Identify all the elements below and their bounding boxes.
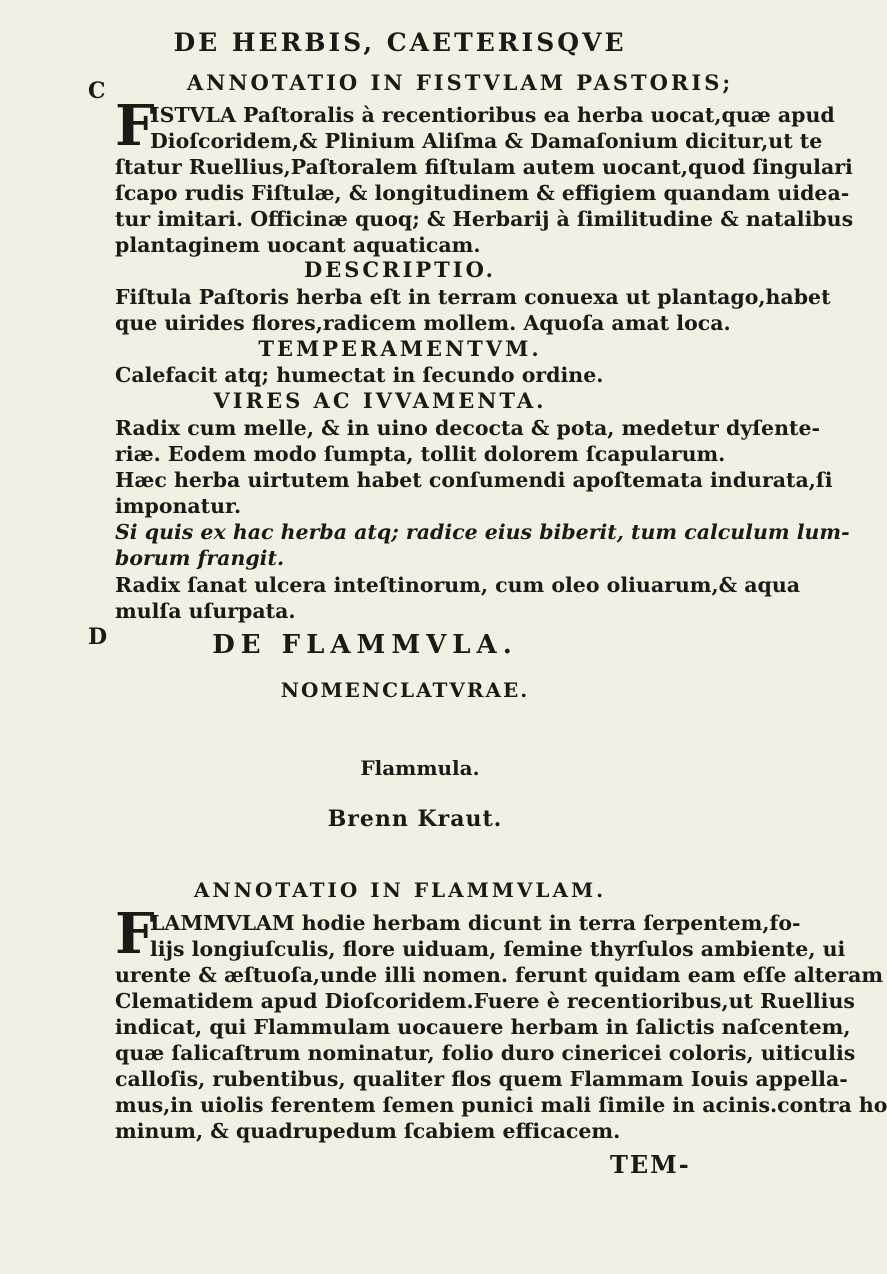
margin-letter-c: C (88, 78, 106, 104)
text-line: ſcapo rudis Fiſtulæ, & longitudinem & effigiem quandam uidea- (115, 181, 850, 205)
text-line: lijs longiuſculis, flore uiduam, ſemine thyrſulos ambiente, ui (150, 937, 846, 961)
nomenclaturae-heading: NOMENCLATVRAE. (280, 678, 530, 702)
text-line: riæ. Eodem modo ſumpta, tollit dolorem ſcapularum. (115, 442, 726, 466)
text-line: mus,in uiolis ferentem ſemen punici mali ſimile in acinis.contra ho (115, 1093, 887, 1117)
descriptio-heading: DESCRIPTIO. (304, 257, 496, 282)
text-line: indicat, qui Flammulam uocauere herbam in ſalictis naſcentem, (115, 1015, 851, 1039)
text-line: Si quis ex hac herba atq; radice eius biberit, tum calculum lum- (115, 520, 850, 544)
text-line: Radix cum melle, & in uino decocta & pota, medetur dyſente- (115, 416, 821, 440)
running-head: DE HERBIS, CAETERISQVE (173, 28, 627, 57)
text-line: Calefacit atq; humectat in ſecundo ordine. (115, 363, 604, 387)
annotatio-flammula-heading: ANNOTATIO IN FLAMMVLAM. (193, 878, 607, 902)
vires-heading: VIRES AC IVVAMENTA. (213, 388, 547, 413)
text-line: tur imitari. Officinæ quoq; & Herbarij à ſimilitudine & natalibus (115, 207, 854, 231)
annotatio-heading: ANNOTATIO IN FISTVLAM PASTORIS; (186, 70, 734, 95)
text-line: borum frangit. (115, 546, 285, 570)
text-line: ISTVLA Paſtoralis à recentioribus ea herba uocat,quæ apud (150, 103, 835, 127)
text-line: LAMMVLAM hodie herbam dicunt in terra ſerpentem,fo- (150, 911, 801, 935)
text-line: plantaginem uocant aquaticam. (115, 233, 481, 257)
latin-name: Flammula. (360, 756, 480, 780)
text-line: que uirides flores,radicem mollem. Aquoſa amat loca. (115, 311, 731, 335)
catchword: TEM- (610, 1150, 691, 1179)
margin-letter-d: D (88, 624, 108, 650)
text-line: Fiſtula Paſtoris herba eſt in terram conuexa ut plantago,habet (115, 285, 831, 309)
text-line: Dioſcoridem,& Plinium Aliſma & Damaſonium dicitur,ut te (150, 129, 823, 153)
flammula-title: DE FLAMMVLA. (212, 630, 518, 660)
text-line: Clematidem apud Dioſcoridem.Fuere è recentioribus,ut Ruellius (115, 989, 855, 1013)
text-line: urente & æſtuoſa,unde illi nomen. ferunt quidam eam eſſe alteram (115, 963, 884, 987)
text-line: minum, & quadrupedum ſcabiem efficacem. (115, 1119, 621, 1143)
temperamentum-heading: TEMPERAMENTVM. (258, 336, 542, 361)
text-line: Hæc herba uirtutem habet conſumendi apoſtemata indurata,ſi (115, 468, 833, 492)
dropcap-f: F (115, 93, 155, 159)
text-line: imponatur. (115, 494, 242, 518)
text-line: mulſa uſurpata. (115, 599, 296, 623)
text-line: Radix ſanat ulcera inteſtinorum, cum oleo oliuarum,& aqua (115, 573, 801, 597)
text-line: ſtatur Ruellius,Paſtoralem fiſtulam autem uocant,quod ſingulari (115, 155, 853, 179)
text-line: calloſis, rubentibus, qualiter flos quem Flammam Iouis appella- (115, 1067, 848, 1091)
german-name: Brenn Kraut. (327, 806, 503, 832)
text-line: quæ ſalicaſtrum nominatur, folio duro cinericei coloris, uiticulis (115, 1041, 856, 1065)
dropcap-f: F (115, 901, 155, 967)
